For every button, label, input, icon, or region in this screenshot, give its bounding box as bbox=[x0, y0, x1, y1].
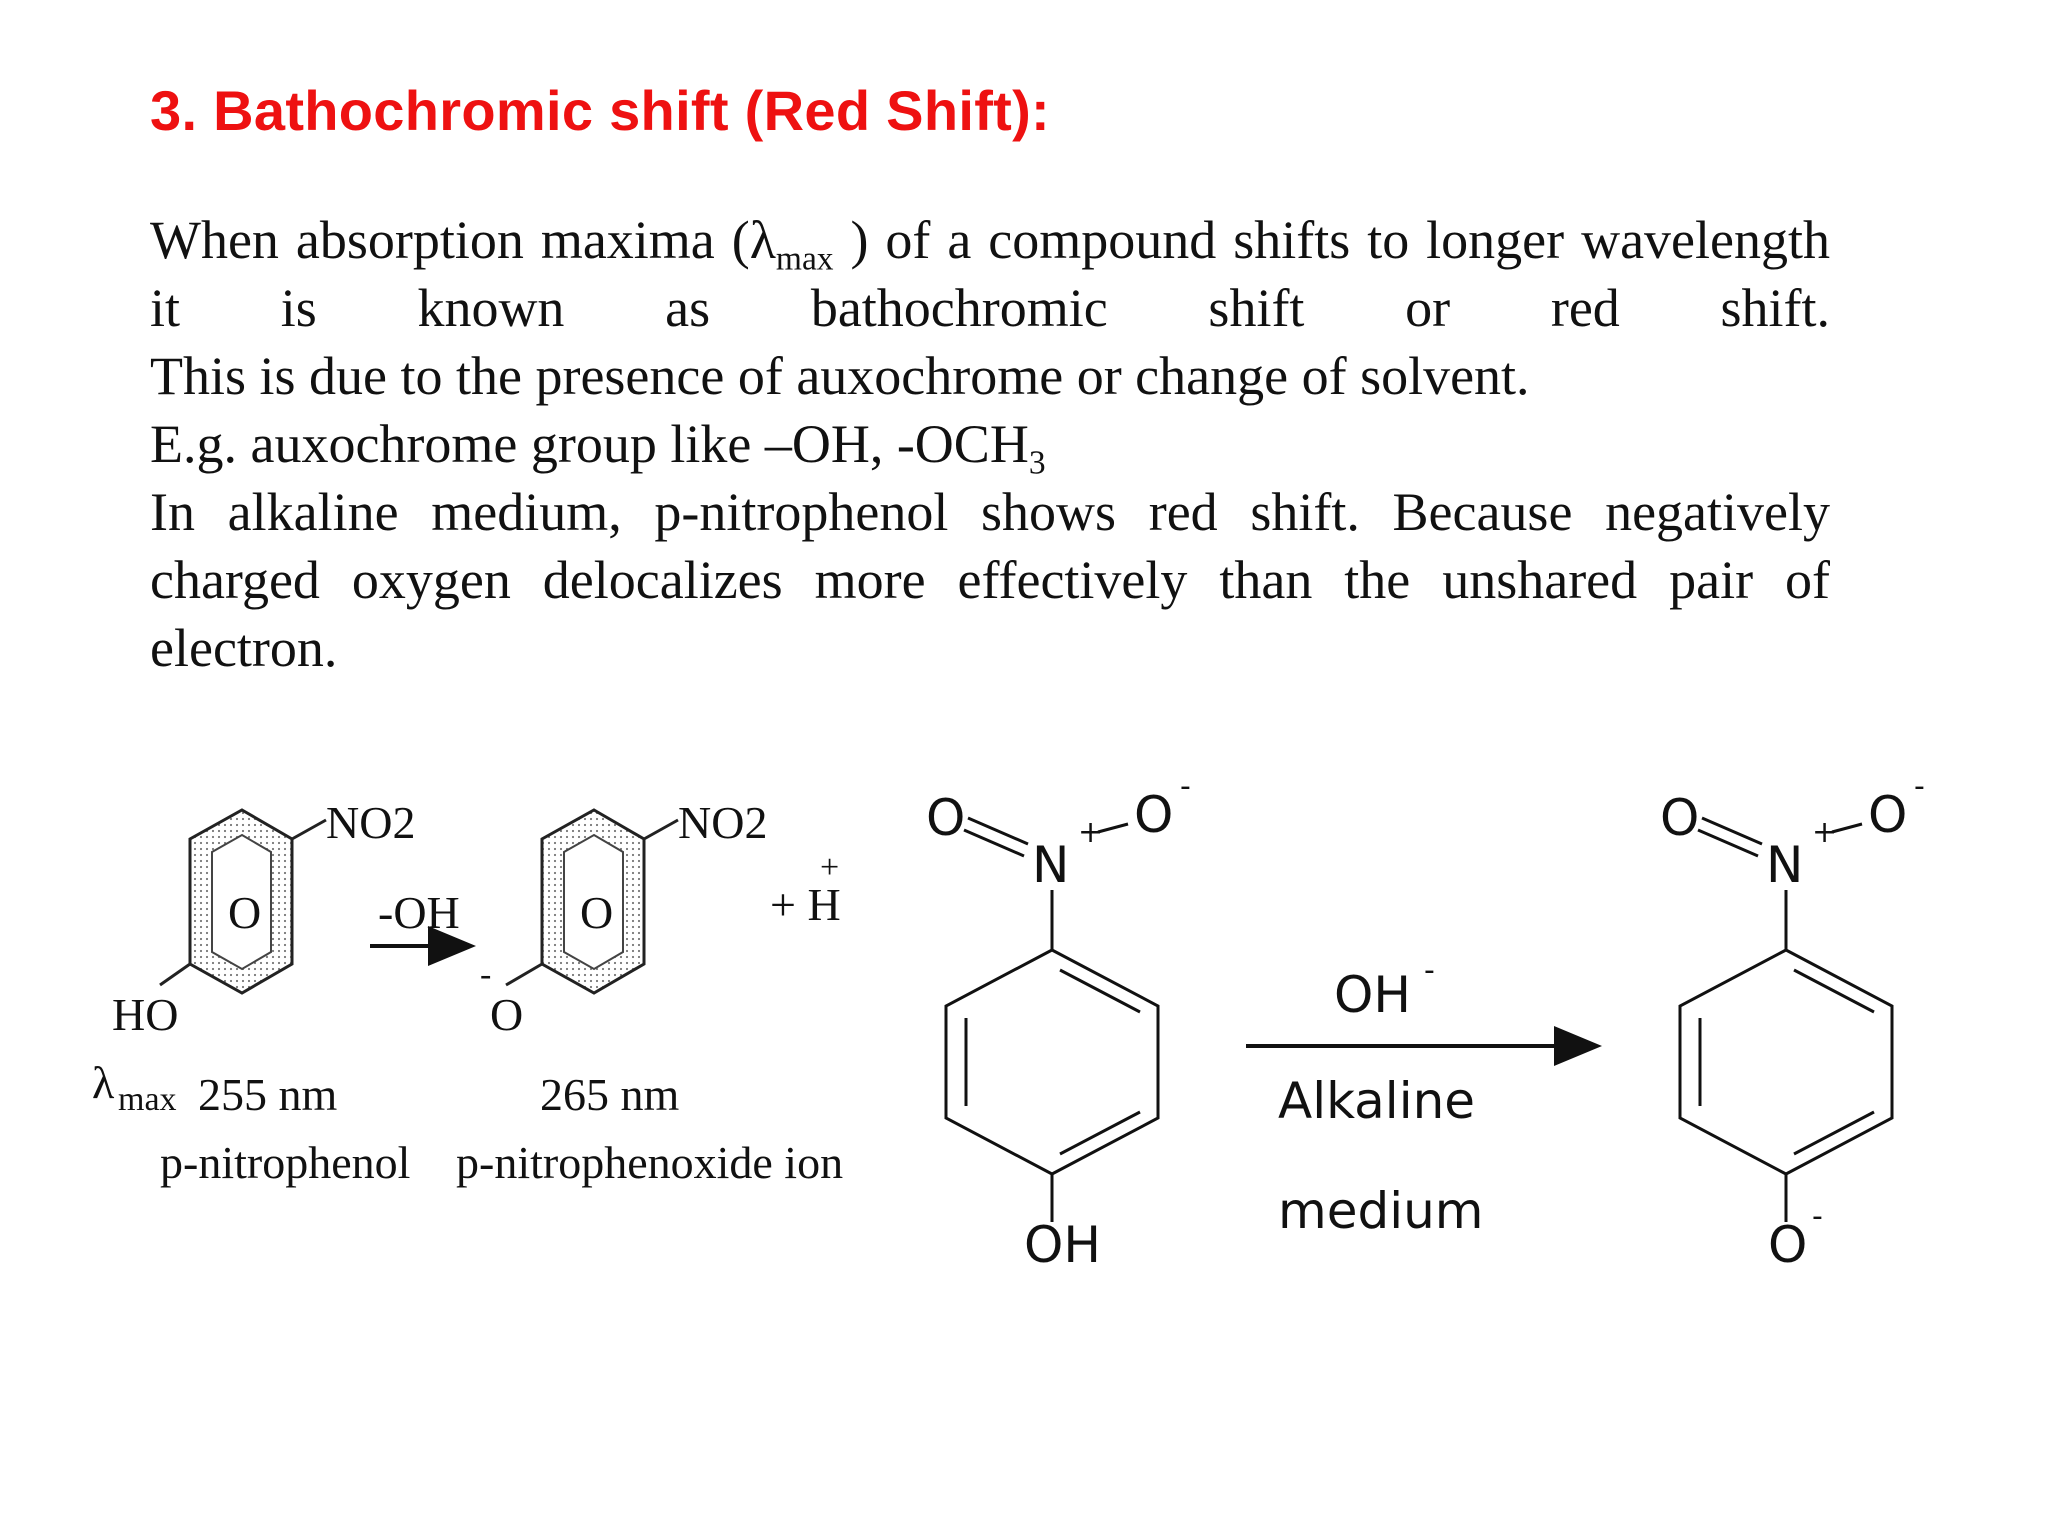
product-benzene-ring bbox=[1680, 950, 1892, 1174]
alkaline-paragraph: In alkaline medium, p-nitrophenol shows red shift. Because negatively charged oxygen delocalizes more effectively than the unshared pair of electron. bbox=[150, 482, 1830, 678]
example-text: E.g. auxochrome group like –OH, -OCH bbox=[150, 414, 1029, 474]
nitro-double-bond-a bbox=[968, 818, 1028, 844]
phenoxide-no2-bond bbox=[644, 820, 678, 839]
phenoxide-minus: - bbox=[480, 956, 492, 993]
phenoxide-ring-label: O bbox=[580, 887, 614, 938]
definition-text-end: ) of a compound shifts to longer wavelength it is known as bathochromic shift or red shift. bbox=[150, 210, 1830, 338]
proton-charge: + bbox=[820, 849, 840, 886]
phenol-oh: OH bbox=[1024, 1216, 1101, 1274]
och3-subscript: 3 bbox=[1028, 444, 1046, 482]
cause-paragraph: This is due to the presence of auxochrome or change of solvent. bbox=[150, 346, 1530, 406]
phenoxide-o-label: O bbox=[490, 989, 524, 1040]
phenol-no2-label: NO2 bbox=[326, 797, 416, 848]
phenol-oh-bond bbox=[160, 964, 190, 985]
slide-title: 3. Bathochromic shift (Red Shift): bbox=[150, 79, 1050, 142]
product-nitro-o-left: O bbox=[1660, 789, 1700, 847]
phenoxide-o-minus: - bbox=[1812, 1199, 1823, 1234]
p-nitrophenoxide-structure bbox=[480, 797, 767, 1040]
lambda-max-subscript: max bbox=[775, 240, 834, 278]
nitro-o-left: O bbox=[926, 789, 966, 847]
product-nitro-minus: - bbox=[1914, 769, 1925, 804]
phenol-ring-label: O bbox=[228, 887, 262, 938]
phenoxide-o: O bbox=[1768, 1216, 1808, 1274]
product-nitro-double-a bbox=[1702, 818, 1762, 844]
product-nitro-plus: + bbox=[1812, 815, 1838, 850]
reagent-charge: - bbox=[1424, 953, 1435, 988]
benzene-ring bbox=[946, 950, 1158, 1174]
phenoxide-skeletal-structure bbox=[1660, 769, 1925, 1274]
lambda-max-label: max bbox=[118, 1081, 177, 1118]
deprotonation-reagent: -OH bbox=[378, 887, 460, 938]
condition-medium: medium bbox=[1278, 1182, 1484, 1240]
reagent-oh: OH bbox=[1334, 966, 1411, 1024]
nitro-double-bond-b bbox=[964, 830, 1024, 856]
reactant-name: p-nitrophenol bbox=[160, 1137, 411, 1188]
product-nitro-o-right: O bbox=[1868, 786, 1908, 844]
nitro-n: N bbox=[1032, 836, 1070, 894]
lambda-symbol: λ bbox=[92, 1057, 115, 1108]
product-nitro-n: N bbox=[1766, 836, 1804, 894]
product-lambda-value: 265 nm bbox=[540, 1069, 680, 1120]
condition-alkaline: Alkaline bbox=[1278, 1072, 1476, 1130]
phenoxide-no2-label: NO2 bbox=[678, 797, 768, 848]
phenol-ho-label: HO bbox=[112, 989, 179, 1040]
phenoxide-o-bond bbox=[506, 964, 542, 985]
product-nitro-double-b bbox=[1698, 830, 1758, 856]
definition-text-start: When absorption maxima (λ bbox=[150, 210, 776, 270]
product-name: p-nitrophenoxide ion bbox=[456, 1137, 844, 1188]
nitro-o-right: O bbox=[1134, 786, 1174, 844]
nitro-plus: + bbox=[1078, 815, 1104, 850]
nitro-minus: - bbox=[1180, 769, 1191, 804]
nitrophenol-skeletal-structure bbox=[926, 769, 1191, 1274]
p-nitrophenol-structure bbox=[112, 797, 415, 1040]
phenol-no2-bond bbox=[292, 820, 326, 839]
proton-label: + H bbox=[770, 879, 841, 930]
reactant-lambda-value: 255 nm bbox=[198, 1069, 338, 1120]
